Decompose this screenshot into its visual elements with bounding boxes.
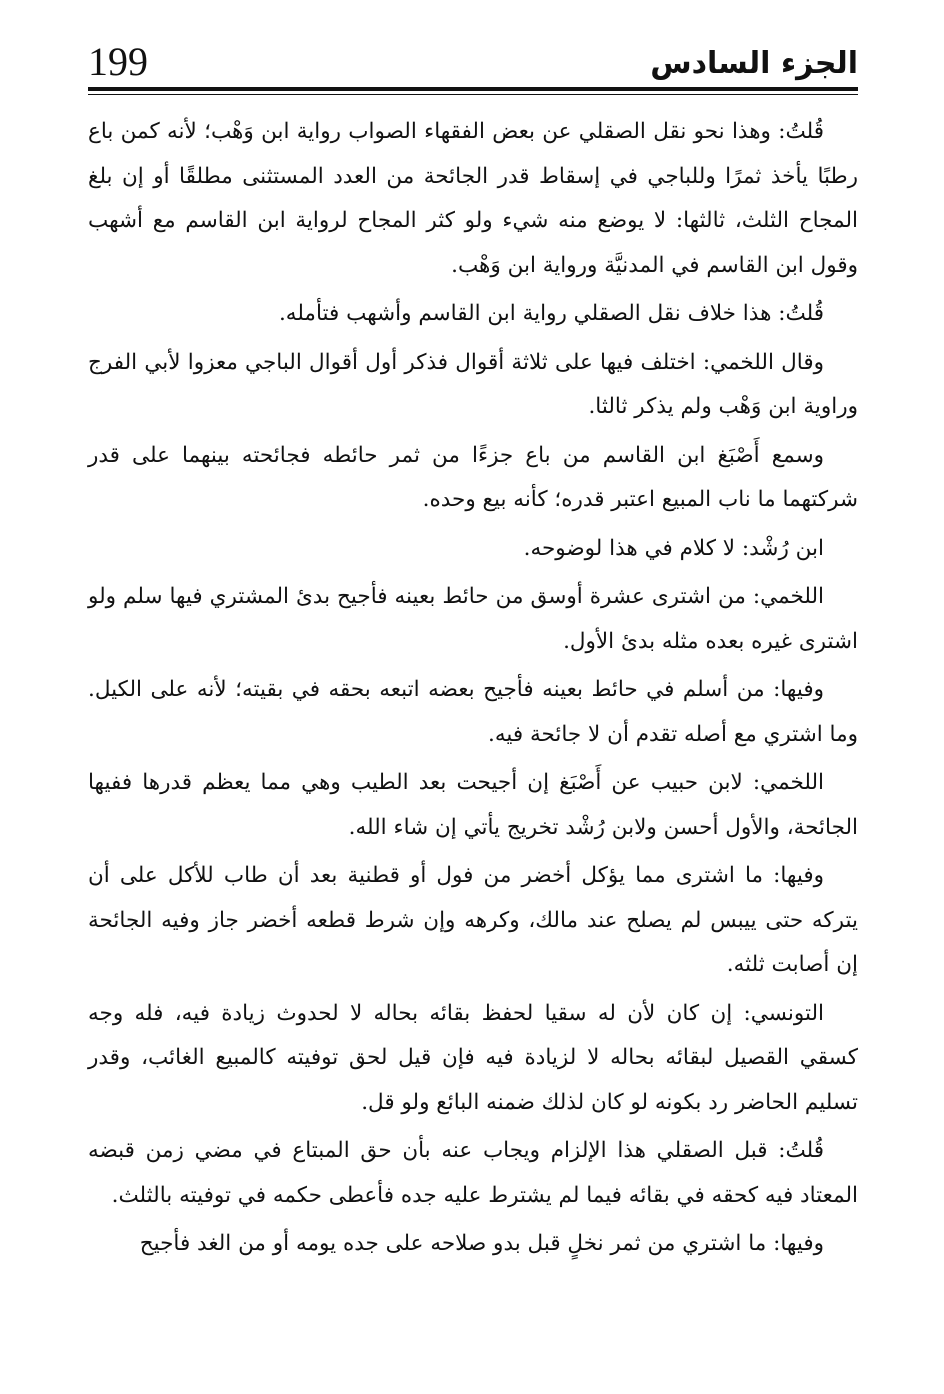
paragraph: وفيها: من أسلم في حائط بعينه فأجيح بعضه اتبعه بحقه في بقيته؛ لأنه على الكيل. وما اشتري مع أصله تقدم أن لا جائحة فيه. (88, 677, 858, 747)
paragraph: وسمع أَصْبَغ ابن القاسم من باع جزءًا من ثمر حائطه فجائحته بينهما على قدر شركتهما ما ناب المبيع اعتبر قدره؛ كأنه بيع وحده. (88, 442, 858, 512)
page-number: 199 (88, 39, 148, 84)
running-header-title: الجزء السادس (650, 46, 858, 81)
paragraph: قُلتُ: وهذا نحو نقل الصقلي عن بعض الفقهاء الصواب رواية ابن وَهْب؛ لأنه كمن باع رطبًا يأخذ ثمرًا وللباجي في إسقاط قدر الجائحة من العدد المستثنى مطلقًا أو إن بلغ المجاح الثلث، ثالثها: لا يوضع منه شيء ولو كثر المجاح لرواية ابن القاسم مع أشهب وقول ابن القاسم في المدنيَّة ورواية ابن وَهْب. (88, 119, 858, 278)
paragraph: اللخمي: من اشترى عشرة أوسق من حائط بعينه فأجيح بدئ المشتري فيها سلم ولو اشترى غيره بعده مثله بدئ الأول. (88, 584, 858, 654)
header-rule-thick (88, 87, 858, 91)
paragraph: قُلتُ: هذا خلاف نقل الصقلي رواية ابن القاسم وأشهب فتأمله. (278, 301, 824, 326)
paragraph: ابن رُشْد: لا كلام في هذا لوضوحه. (523, 535, 824, 561)
paragraph: وفيها: ما اشترى مما يؤكل أخضر من فول أو قطنية بعد أن طاب للأكل على أن يتركه حتى ييبس لم يصلح عند مالك، وكرهه وإن شرط قطعه أخضر جاز وفيه الجائحة إن أصابت ثلثه. (88, 863, 858, 977)
paragraph: وقال اللخمي: اختلف فيها على ثلاثة أقوال فذكر أول أقوال الباجي معزوا لأبي الفرج وراوية ابن وَهْب ولم يذكر ثالثا. (88, 349, 858, 419)
paragraph: قُلتُ: قبل الصقلي هذا الإلزام ويجاب عنه بأن حق المبتاع في مضي زمن قبضه المعتاد فيه كحقه في بقائه فيما لم يشترط عليه جده فأعطى حكمه في توفيته بالثلث. (88, 1138, 858, 1208)
page-body (88, 110, 858, 1271)
paragraph: اللخمي: لابن حبيب عن أَصْبَغ إن أجيحت بعد الطيب وهي مما يعظم قدرها ففيها الجائحة، والأول أحسن ولابن رُشْد تخريج يأتي إن شاء الله. (88, 770, 858, 840)
header-rule-thin (88, 94, 858, 95)
paragraph: وفيها: ما اشتري من ثمر نخلٍ قبل بدو صلاحه على جده يومه أو من الغد فأجيح (139, 1231, 824, 1256)
paragraph: التونسي: إن كان لأن له سقيا لحفظ بقائه بحاله لا لحدوث زيادة فيه، فله وجه كسقي القصيل لبقائه بحاله لا لزيادة فيه فإن قيل لحق توفيته كالمبيع الغائب، وقدر تسليم الحاضر رد بكونه لو كان لذلك ضمنه البائع ولو قل. (88, 1000, 858, 1115)
